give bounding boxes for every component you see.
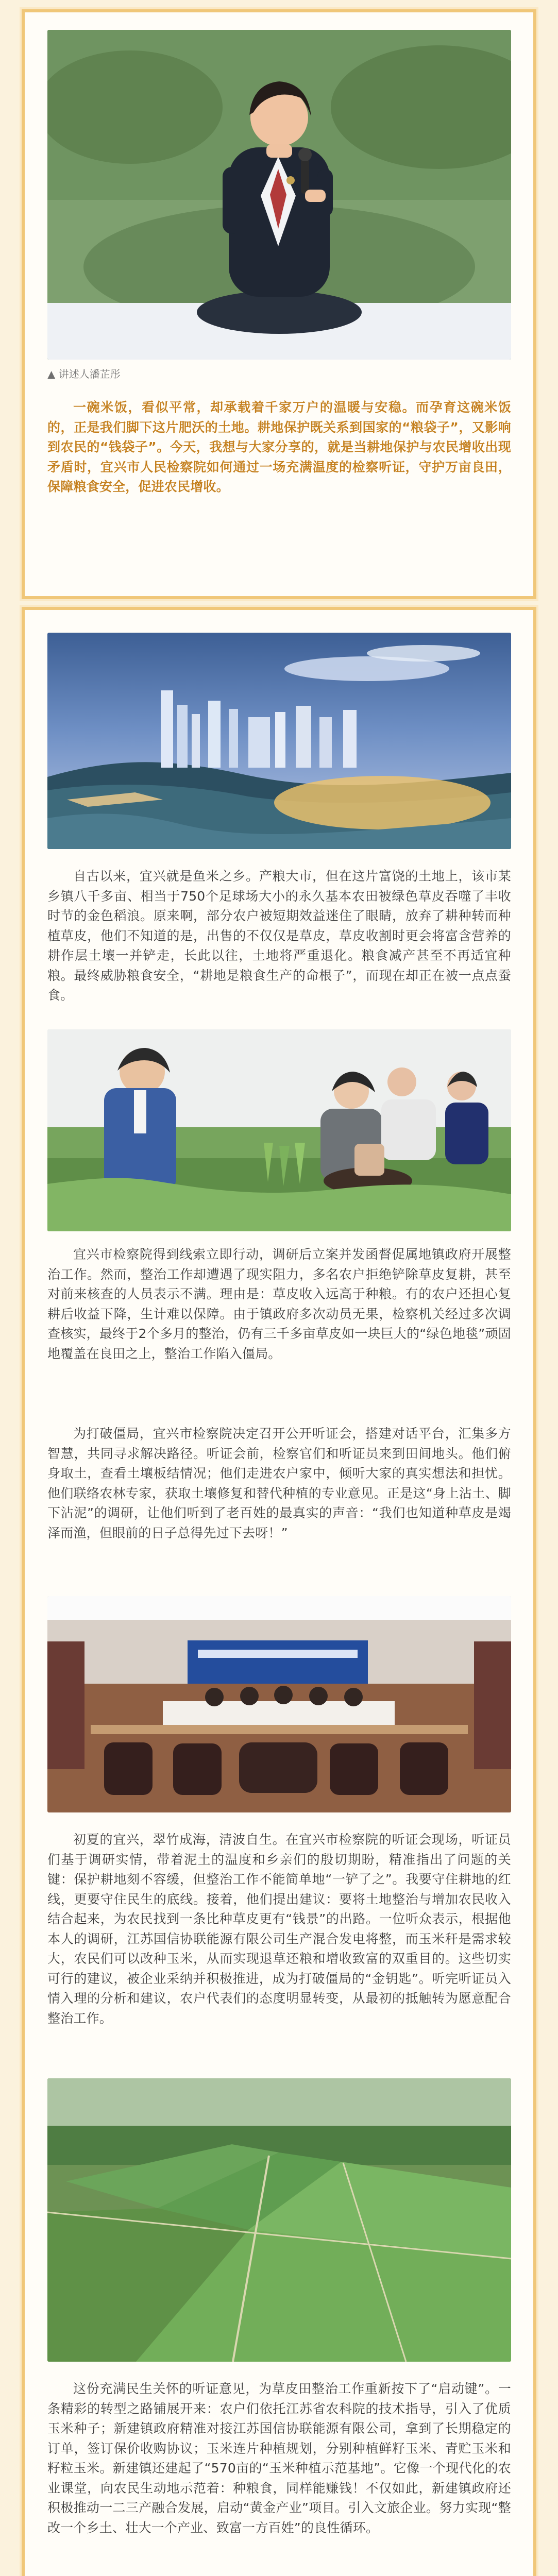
section-4-paragraph: 初夏的宜兴，翠竹成海，清波自生。在宜兴市检察院的听证会现场，听证员们基于调研实情，带着泥土的温度和乡亲们的殷切期盼，精准指出了问题的关键：保护耕地刻不容缓，但整治工作不能简单地“一铲了之”。我要守住耕地的红线，更要守住民生的底线。接着，他们提出建议：要将土地整治与增加农民收入结合起来，为农民找到一条比种草皮更有“钱景”的出路。一位听众表示，根据他本人的调研，江苏国信协联能源有限公司生产混合发电将整，而玉米秆是需求较大，农民们可以改种玉米，从而实现退草还粮和增收致富的双重目的。这些切实可行的建议，被企业采纳并积极推进，成为打破僵局的“金钥匙”。听完听证员入情入理的分析和建议，农户代表们的态度明显转变，从最初的抵触转为愿意配合整治工作。: [47, 1832, 511, 2026]
city-photo: [47, 633, 511, 849]
hearing-photo: [47, 1596, 511, 1812]
hearing-illustration: [47, 1596, 511, 1812]
field-inspection-photo: [47, 1029, 511, 1231]
field-inspection-illustration: [47, 1029, 511, 1231]
section-2-paragraph: 宜兴市检察院得到线索立即行动，调研后立案并发函督促属地镇政府开展整治工作。然而，整治工作却遭遇了现实阻力，多名农户拒绝铲除草皮复耕，甚至对前来核查的人员表示不满。理由是：草皮收入远高于种粮。有的农户还担心复耕后收益下降，生计难以保障。由于镇政府多次动员无果，检察机关经过多次调查核实，最终于2个多月的整治，仍有三千多亩草皮如一块巨大的“绿色地毯”顽固地覆盖在良田之上，整治工作陷入僵局。: [47, 1247, 511, 1361]
section-3-paragraph: 为打破僵局，宜兴市检察院决定召开公开听证会，搭建对话平台，汇集多方智慧，共同寻求解决路径。听证会前，检察官们和听证员来到田间地头。他们俯身取土，查看土壤板结情况；他们走进农户家中，倾听大家的真实想法和担忧。他们联络农林专家，获取土壤修复和替代种植的专业意见。正是这“身上沾土、脚下沾泥”的调研，让他们听到了老百姓的最真实的声音：“我们也知道种草皮是竭泽而渔，但眼前的日子总得先过下去呀！”: [47, 1426, 511, 1540]
section-1-paragraph: 自古以来，宜兴就是鱼米之乡。产粮大市，但在这片富饶的土地上，该市某乡镇八千多亩、相当于750个足球场大小的永久基本农田被绿色草皮吞噬了丰收时节的金色稻浪。原来啊，部分农户被短期效益迷住了眼睛，放弃了耕种转而种植草皮，他们不知道的是，出售的不仅仅是草皮，草皮收割时更会将富含营养的耕作层土壤一并铲走，长此以往，土地将严重退化。粮食减产甚至不再适宜种粮。最终威胁粮食安全，“耕地是粮食生产的命根子”，而现在却正在被一点点蚕食。: [47, 869, 511, 1003]
section-6-paragraph: [47, 2574, 511, 2576]
speaker-illustration: [47, 30, 511, 360]
section-5-paragraph: 这份充满民生关怀的听证意见，为草皮田整治工作重新按下了“启动键”。一条精彩的转型之路铺展开来：农户们依托江苏省农科院的技术指导，引入了优质玉米种子；新建镇政府精准对接江苏国信协联能源有限公司，拿到了长期稳定的订单，签订保价收购协议；玉米连片种植规划，分别种植鲜籽玉米、青贮玉米和籽粒玉米。新建镇还建起了“570亩的“玉米种植示范基地”。它像一个现代化的农业课堂，向农民生动地示范着：种粮食，同样能赚钱！不仅如此，新建镇政府还积极推动一二三产融合发展，启动“黄金产业”项目。引入文旅企业。努力实现“整改一个乡土、壮大一个产业、致富一方百姓”的良性循环。: [47, 2381, 511, 2535]
city-illustration: [47, 633, 511, 849]
intro-text: 一碗米饭，看似平常，却承载着千家万户的温暖与安稳。而孕育这碗米饭的，正是我们脚下这片肥沃的土地。耕地保护既关系到国家的“粮袋子”，又影响到农民的“钱袋子”。今天，我想与大家分享的，就是当耕地保护与农民增收出现矛盾时，宜兴市人民检察院如何通过一场充满温度的检察听证，守护万亩良田，保障粮食安全，促进农民增收。: [47, 400, 511, 494]
farmland-photo: [47, 2078, 511, 2362]
speaker-photo: [47, 30, 511, 360]
intro-paragraph: [47, 398, 511, 497]
farmland-illustration: [47, 2078, 511, 2362]
speaker-caption: ▲ 讲述人潘芷彤: [47, 368, 121, 380]
